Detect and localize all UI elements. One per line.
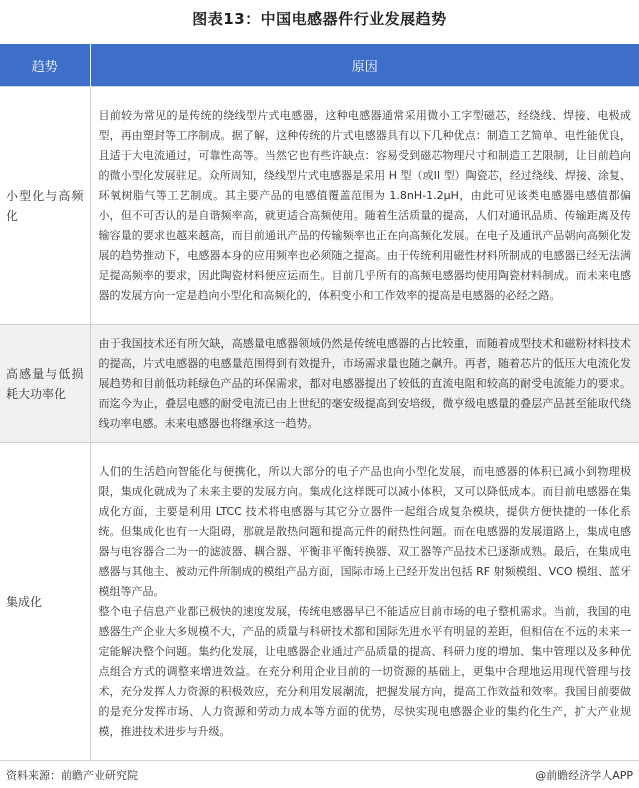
reason-cell <box>90 87 639 325</box>
trend-cell: 高感量与低损耗大功率化 <box>0 325 90 443</box>
table-row <box>0 87 639 325</box>
page-title: 图表13：中国电感器件行业发展趋势 <box>192 10 447 28</box>
table-row <box>0 325 639 443</box>
reason-paragraph: 目前较为常见的是传统的绕线型片式电感器，这种电感器通常采用微小工字型磁芯，经绕线、焊接、电极成型，再由塑封等工序制成。据了解，这种传统的片式电感器具有以下几种优点：制造工艺简单、电性能优良，且适于大电流通过，可靠性高等。当然它也有些许缺点：容易受到磁芯物理尺寸和制造工艺限制，让目前趋向的微小型化发展驻足。众所周知，绕线型片式电感器是采用 H 型（或II 型）陶瓷芯，经过绕线、焊接、涂复、环氧树脂气等工艺制成。其主要产品的电感值覆盖范围为 1.8nH-1.2μH，由此可见该类电感器电感值都偏小，但不可否认的是自谐频率高，就更适合高频使用。随着生活质量的提高，人们对通讯品质、传输距离及传输容量的要求也越来越高，而目前通讯产品的传输频率也正在向高频化发展。在电子及通讯产品朝向高频化发展的趋势推动下，电感器本身的应用频率也必须随之提高。由于传统利用磁性材料所制成的电感器已经无法满足提高频率的要求，因此陶瓷材料便应运而生。目前几乎所有的高频电感器均使用陶瓷材料制成。而未来电感器的发展方向一定是趋向小型化和高频化的，体积变小和工作效率的提高是电感器的必经之路。 <box>98 108 631 302</box>
trend-cell: 小型化与高频化 <box>0 87 90 325</box>
trend-table <box>0 44 639 761</box>
reason-paragraph: 整个电子信息产业都已极快的速度发展，传统电感器早已不能适应目前市场的电子整机需求。当前，我国的电感器生产企业大多规模不大，产品的质量与科研技术都和国际先进水平有明显的差距，但相信在不远的未来一定能解决整个问题。集约化发展，让电感器企业通过产品质量的提高、科研力度的增加、集中管理以及多种优点组合方式的调整来增进效益。在充分利用企业目前的一切资源的基础上，更集中合理地运用现代管理与技术，充分发挥人力资源的积极效应，充分利用发展潮流，把握发展方向，提高工作效益和效率。我国目前要做的是充分发挥市场、人力资源和劳动力成本等方面的优势，尽快实现电感器企业的集约化生产，扩大产业规模，推进技术进步与升级。 <box>98 604 631 738</box>
reason-cell <box>90 325 639 443</box>
column-header-trend: 趋势 <box>0 44 90 87</box>
column-header-reason: 原因 <box>90 44 639 87</box>
footer <box>0 766 639 786</box>
table-header-row <box>0 44 639 87</box>
reason-paragraph: 人们的生活趋向智能化与便携化，所以大部分的电子产品也向小型化发展，而电感器的体积已减小到物理极限，集成化就成为了未来主要的发展方向。集成化这样既可以减小体积，又可以降低成本。而目前电感器在集成化方面，主要是利用 LTCC 技术将电感器与其它分立器件一起组合成复杂模块，提供方便快捷的一体化系统。但集成化也有一大阻碍，那就是散热问题和提高元件的耐热性问题。而在电感器的发展道路上，集成电感器与电容器合二为一的滤波器、耦合器、平衡非平衡转换器、双工器等产品技术已逐渐成熟。最后，在集成电感器与其他主、被动元件所制成的模组产品方面，国际市场上已经开发出包括 RF 射频模组、VCO 模组、蓝牙模组等产品。 <box>98 464 631 598</box>
reason-paragraph: 由于我国技术还有所欠缺，高感量电感器领域仍然是传统电感器的占比较重，而随着成型技术和磁粉材料技术的提高，片式电感器的电感量范围得到有效提升，市场需求量也随之飙升。再者，随着芯片的低压大电流化发展趋势和目前低功耗绿色产品的环保需求，都对电感器提出了较低的直流电阻和较高的耐受电流能力的要求。而迄今为止，叠层电感的耐受电流已由上世纪的毫安级提高到安培级，微亨级电感量的叠层产品甚至能取代绕线功率电感。未来电感器也将继承这一趋势。 <box>98 336 631 430</box>
table-row <box>0 443 639 761</box>
brand-credit: @前瞻经济学人APP <box>535 769 633 782</box>
source-note: 资料来源：前瞻产业研究院 <box>6 769 138 782</box>
trend-cell: 集成化 <box>0 443 90 761</box>
reason-cell <box>90 443 639 761</box>
